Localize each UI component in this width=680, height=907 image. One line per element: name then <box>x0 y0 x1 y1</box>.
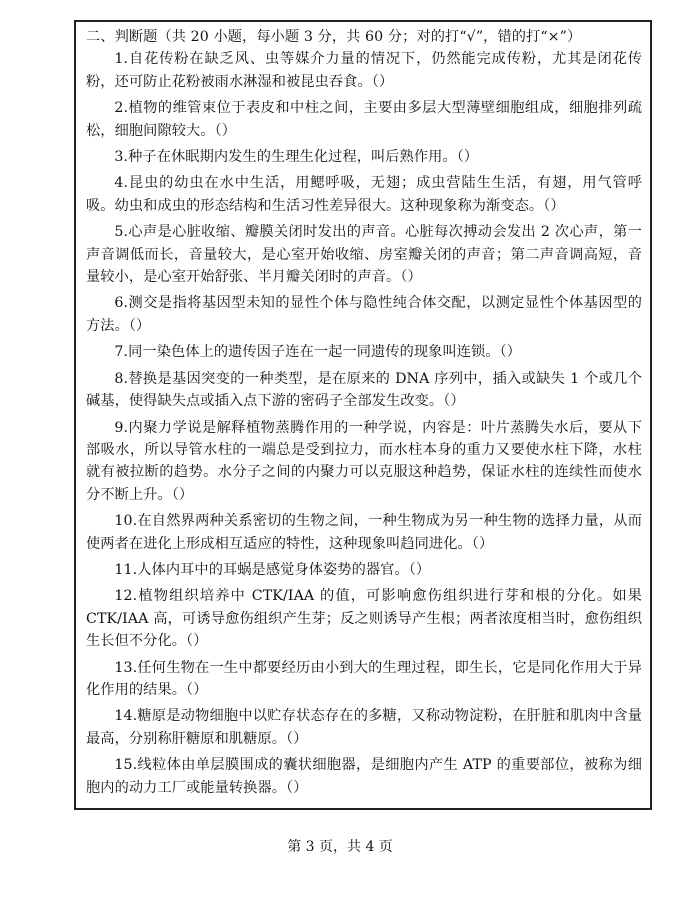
question-1: 1.自花传粉在缺乏风、虫等媒介力量的情况下，仍然能完成传粉，尤其是闭花传粉，还可防止花粉被雨水淋湿和被昆虫吞食。（） <box>86 51 642 90</box>
question-section <box>86 26 642 802</box>
question-11: 11.人体内耳中的耳蜗是感觉身体姿势的器官。（） <box>114 561 431 578</box>
question-4: 4.昆虫的幼虫在水中生活，用鳃呼吸，无翅；成虫营陆生生活，有翅，用气管呼吸。幼虫和成虫的形态结构和生活习性差异很大。这种现象称为渐变态。（） <box>86 175 642 214</box>
question-13: 13.任何生物在一生中都要经历由小到大的生理过程，即生长，它是同化作用大于异化作用的结果。（） <box>86 659 642 698</box>
section-title: 二、判断题（共 20 小题，每小题 3 分，共 60 分；对的打“√”，错的打“×”） <box>86 29 582 45</box>
question-5: 5.心声是心脏收缩、瓣膜关闭时发出的声音。心脏每次搏动会发出 2 次心声，第一声音调低而长，音量较大，是心室开始收缩、房室瓣关闭的声音；第二声音调高短，音量较小，是心室开始舒张、半月瓣关闭时的声音。（） <box>86 224 642 286</box>
question-9: 9.内聚力学说是解释植物蒸腾作用的一种学说，内容是：叶片蒸腾失水后，要从下部吸水，所以导管水柱的一端总是受到拉力，而水柱本身的重力又要使水柱下降，水柱就有被拉断的趋势。水分子之间的内聚力可以克服这种趋势，保证水柱的连续性而使水分不断上升。（） <box>86 419 642 503</box>
question-14: 14.糖原是动物细胞中以贮存状态存在的多糖，又称动物淀粉，在肝脏和肌肉中含量最高，分别称肝糖原和肌糖原。（） <box>86 708 642 747</box>
page-number: 第 3 页，共 4 页 <box>287 839 393 855</box>
question-2: 2.植物的维管束位于表皮和中柱之间，主要由多层大型薄壁细胞组成，细胞排列疏松，细胞间隙较大。（） <box>86 100 642 139</box>
question-7: 7.同一染色体上的遗传因子连在一起一同遗传的现象叫连锁。（） <box>114 344 522 361</box>
question-6: 6.测交是指将基因型未知的显性个体与隐性纯合体交配，以测定显性个体基因型的方法。（） <box>86 295 642 334</box>
question-15: 15.线粒体由单层膜围成的囊状细胞器，是细胞内产生 ATP 的重要部位，被称为细胞内的动力工厂或能量转换器。（） <box>86 757 642 796</box>
question-10: 10.在自然界两种关系密切的生物之间，一种生物成为另一种生物的选择力量，从而使两者在进化上形成相互适应的特性，这种现象叫趋同进化。（） <box>86 513 642 552</box>
question-8: 8.替换是基因突变的一种类型，是在原来的 DNA 序列中，插入或缺失 1 个或几个碱基，使得缺失点或插入点下游的密码子全部发生改变。（） <box>86 370 642 410</box>
question-12: 12.植物组织培养中 CTK/IAA 的值，可影响愈伤组织进行芽和根的分化。如果 CTK/IAA 高，可诱导愈伤组织产生芽；反之则诱导产生根；两者浓度相当时，愈伤组织生长但不分化。（） <box>86 588 642 650</box>
question-3: 3.种子在休眠期内发生的生理生化过程，叫后熟作用。（） <box>114 149 479 166</box>
